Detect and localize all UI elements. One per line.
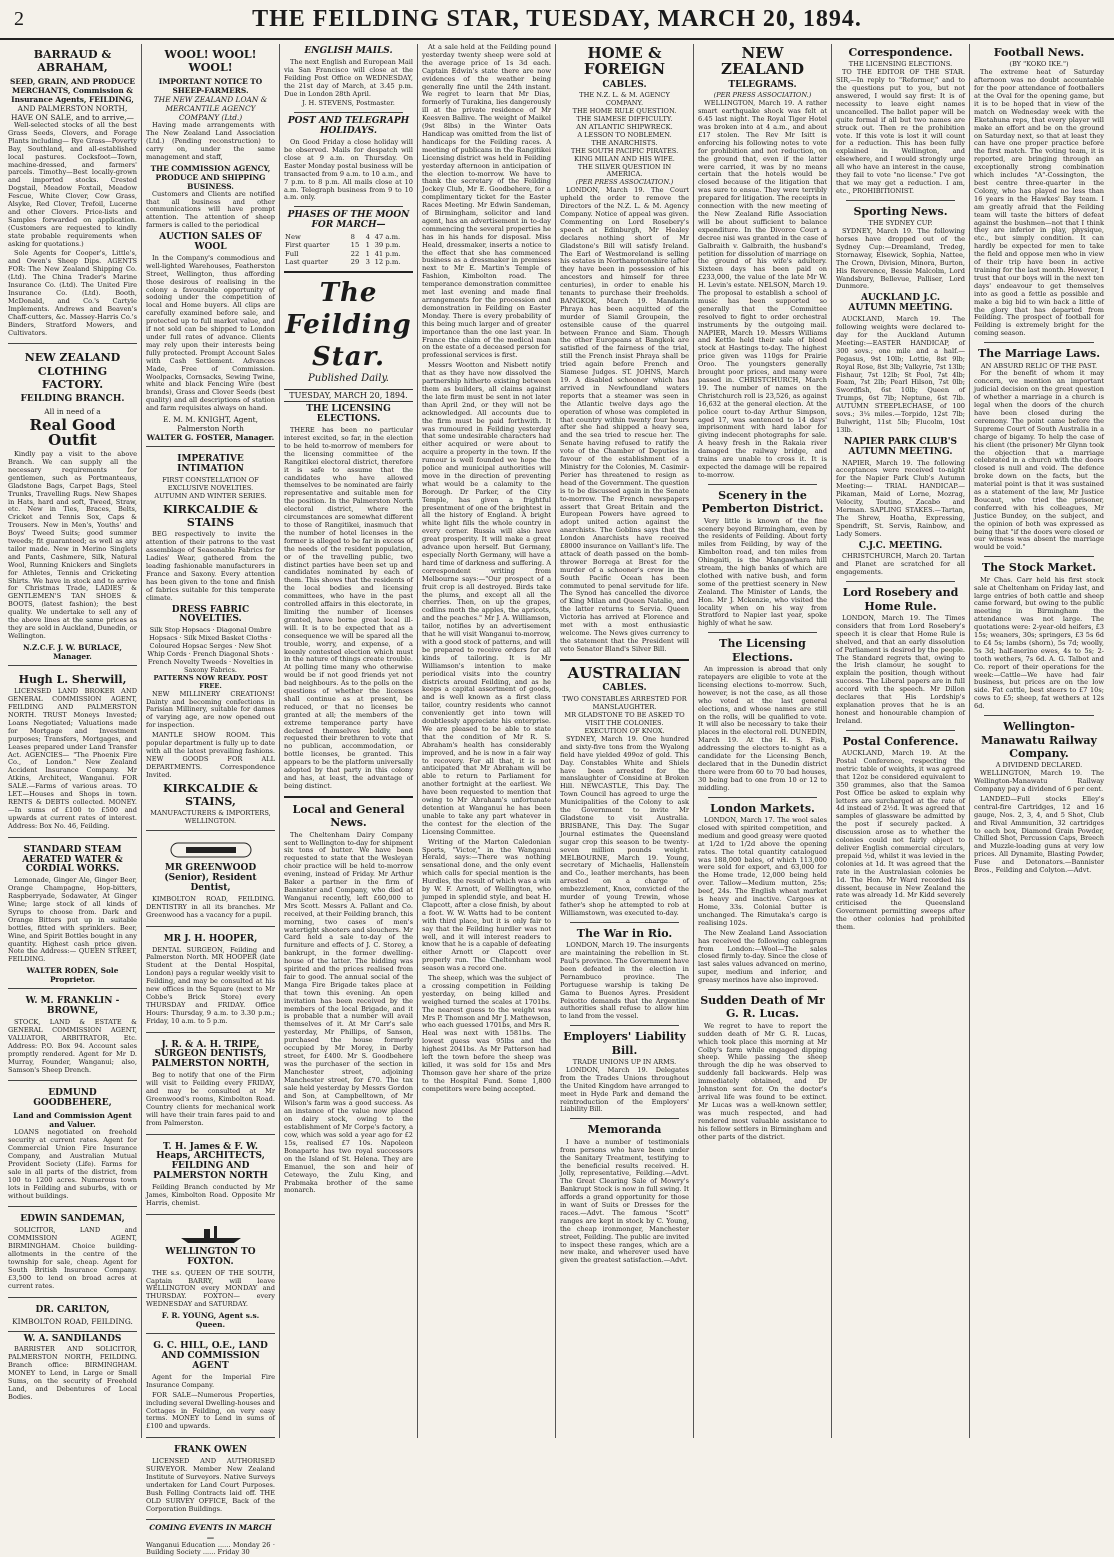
- column-3: [280, 44, 418, 1438]
- aus-item: MR GLADSTONE TO BE ASKED TO VISIT THE COLONIES.: [564, 711, 685, 728]
- football-body: The extreme heat of Saturday afternoon was no doubt accountable for the poor attendance of footballers at the Oval for the opening game, but it is to be hoped that in view of the match on Wednesday week with the Eketahuna reps, that every player will make an effort and be on the ground on Saturday next, so that at least they can have one proper practice before the first match. The voting team, it is reported, are bringing through an exceptionally strong combination which includes "A"-Cossington, the best centre three-quarter in the Colony, who has played no less than 16 years in the Hawkes' Bay team. I am greatly afraid that the Feilding team will taste the bitters of defeat against the bushmen—not that I think they are inferior in play, physique, etc., but simply condition. It can hardly be expected for men to take the field and oppose men who in view of their trip have been in active training for the last month. However, I trust that our boys will in the next ten days' endeavour to get themselves into as good a fettle as possible and make a big bid to win back a little of the glory that has departed from Feilding. The prospect of football for Feilding is extremely bright for the coming season.: [974, 68, 1104, 338]
- hf-item: THE SOUTH PACIFIC PIRATES.: [570, 146, 679, 155]
- column-1: [4, 44, 142, 1438]
- ad-wool-body-2: Customers and Clients are notified that all business and other communications will have prompt attention. The attention of sheep farmers is called to the periodical: [146, 189, 275, 230]
- ad-barraud-body: Well-selected stocks of all the best Grass Seeds, Clovers, and Forage Plants including— Rye Grass—Poverty Bay, Southland, and all-established local pastures. Cocksfoot—Town, machine-dressed, and farmers' parcels. Timothy—Best locally-grown and imported stocks. Crested Dogstail, Meadow Foxtail, Meadow Fescue, White Clover, Cow Grass, Alsyke, Red Clover, Trefoil, Lucerne and other Clovers. Price-lists and Samples forwarded on application. (Customers are requested to kindly state probable requirements when asking for quotations.): [8, 120, 137, 248]
- ad-kirk-mantle: MANTLE SHOW ROOM. This popular department is fully up to date with all the latest prevailing fashions. NEW GOODS FOR ALL DEPARTMENTS. Correspondence Invited.: [146, 731, 275, 779]
- columns: [4, 43, 1110, 1557]
- stock-title: The Stock Market.: [981, 561, 1097, 575]
- napier-title: NAPIER PARK CLUB'S AUTUMN MEETING.: [844, 436, 957, 457]
- mails-sign: J. H. STEVENS, Postmaster.: [302, 99, 395, 108]
- ad-kirk-patterns: PATTERNS NOW READY. POST FREE.: [153, 673, 268, 690]
- correspondence-body: TO THE EDITOR OF THE STAR. SIR,—In reply to "Reformer," and to the questions put to you, but not answered, I would say first: It is of necessity to leave eight names uncancelled. The ballot paper will be quite formal if all but two names are struck out. Then re the prohibition vote. If this vote is lost it will count for a reduction. This has been fully explained in Wellington, and elsewhere, and I would strongly urge all who have an interest in the cause, they fail to vote "no license." I've got that we may get a reduction. I am, etc., PROHIBITIONIST.: [836, 68, 965, 195]
- correspondence-title: Correspondence.: [848, 46, 953, 59]
- marriage-title: The Marriage Laws.: [977, 347, 1101, 361]
- ad-hooper: [146, 930, 275, 1033]
- ad-carlton-title: DR. CARLTON,: [35, 1304, 110, 1315]
- ad-carlton: [8, 1301, 137, 1332]
- football-byline: (BY "KOKO IKE."): [1009, 60, 1069, 69]
- hf-item: KING MILAN AND HIS WIFE.: [574, 154, 675, 163]
- ad-aerated: [8, 841, 137, 990]
- football-title: Football News.: [993, 46, 1085, 59]
- hf-item: THE SIAMESE DIFFICULTY.: [576, 115, 673, 124]
- ad-aerated-title: STANDARD STEAM AERATED WATER & CORDIAL WORKS.: [22, 844, 123, 875]
- ad-sherwill-body: LICENSED LAND BROKER AND GENERAL COMMISSION AGENT, FEILDING AND PALMERSTON NORTH. TRUST Moneys Invested; Loans Negotiated; Valuations made for Mortgage and Investment purposes; Transfers, Mortgages, and Leases prepared under Land Transfer Act. AGENCIES— "The Phoenix Fire Co., of London." New Zealand Accident Insurance Company. Mr Atkins, Architect, Wanganui. FOR SALE.—Farms of various areas. TO LET.—Houses and Shops in town. RENTS & DEBTS collected. MONEY.—In sums of £100 to £500 and upwards at current rates of interest. Address: Box No. 46, Feilding.: [8, 687, 137, 830]
- ad-foxton-body: THE s.s. QUEEN OF THE SOUTH, Captain BARRY, will leave WELLINGTON every MONDAY and THURSDAY. FOXTON— every WEDNESDAY and SATURDAY.: [146, 1268, 275, 1309]
- australian-title: AUSTRALIAN: [567, 663, 682, 682]
- correspondence-sub: THE LICENSING ELECTIONS.: [848, 60, 953, 69]
- hf-item: AN ATLANTIC SHIPWRECK.: [576, 123, 673, 132]
- ad-kirk-sub-2: MANUFACTURERS & IMPORTERS, WELLINGTON.: [150, 809, 271, 826]
- ad-greenwood-title: MR GREENWOOD (Senior), Resident Dentist,: [164, 863, 257, 893]
- ad-clothing-body: Kindly pay a visit to the above Branch. We can supply all the necessary requirements for gentlemen, such as Portmanteaus, Gladstone Bags, Carpet Bags, Steel Trunks, Travelling Rugs. New Shapes in Hats, hard and soft, Tweed, Straw, etc. New in Ties, Braces, Belts, Cricket and Tennis Sox, Caps & Trousers. New in Men's, Youths' and Boys' Tweed Suits; good summer tweeds; fit guaranteed; as well as any tailor made. New in Merino Singlets and Pants, Cashmere, Silk, Natural Wool, Running Knickers and Singlets for Athletes, Tennis and Cricketing Shirts. We have in stock and to arrive for Christmas Trade, LADIES' & GENTLEMEN'S TAN SHOES & BOOTS, (latest fashion); the best quality. We undertake to sell any of the above lines at the same prices as they are sold in Auckland, Dunedin, or Wellington.: [8, 450, 137, 640]
- ad-foxton: [146, 1218, 275, 1334]
- ad-goodbehere: [8, 1084, 137, 1207]
- column-2: [142, 44, 280, 1557]
- hf-item: THE ANARCHISTS.: [591, 138, 658, 147]
- hf-item: THE SILVER QUESTION IN AMERICA.: [577, 162, 672, 179]
- postal-body: AUCKLAND, March 19. At the Postal Conference, respecting the metric table of weights, it was agreed that 12oz be considered equivalent to 350 grammes, also that the Samoa Post Office be asked to explain why letters are surcharged at the rate of 4d instead of 2½d. It was agreed that samples of glassware be admitted by the post if securely packed. A discussion arose as to whether the colonies could not fairly object to deliver English commercial circulars, prepaid ½d, whilst it was levied in the colonies at 1d. It was agreed that the rate in the Australasian colonies be 1d. The Hon. Mr Ward recorded his dissent, because in New Zealand the rate was already 1d. Mr Kidd severely criticised the Queensland Government permitting sweeps after the other colonies had prohibited them.: [836, 749, 965, 932]
- hf-item: THE HOME RULE QUESTION.: [572, 107, 677, 116]
- ad-architects-body: Feilding Branch conducted by Mr James, Kimbolton Road. Opposite Mr Harris, chemist.: [146, 1183, 275, 1207]
- ad-wool-sub: IMPORTANT NOTICE TO SHEEP-FARMERS.: [158, 76, 263, 95]
- ad-wool-body-3: In the Company's commodious and well-lighted Warehouses, Featherston Street, Wellington, thus affording those desirous of realising in the colony a favourable opportunity of sodoing under the competition of local and Home buyers. All clips are carefully examined before sale, and protected up to full market value, and if not sold can be shipped to London under full rates of advance. Clients may rely upon their interests being fully protected. Prompt Account Sales with Cash Settlement. Advances Made, Free of Commission. Woolpacks, Cornsacks, Sewing Twine, white and black Fencing Wire (best brands), Grass and Clover Seeds (best quality) and all descriptions of station and farm requisites always on hand.: [146, 253, 275, 413]
- column-8: [970, 44, 1108, 1438]
- ad-barraud-title: BARRAUD & ABRAHAM,: [33, 48, 112, 75]
- ad-franklin: [8, 992, 137, 1081]
- cjc-title: C.J.C. MEETING.: [858, 540, 943, 551]
- ad-tripe-title: J. R. & A. H. TRIPE, SURGEON DENTISTS, PALMERSTON NORTH,: [151, 1039, 270, 1070]
- coming-events: [146, 1523, 275, 1557]
- ad-aerated-owner: WALTER RODEN, Sole Proprietor.: [26, 966, 119, 985]
- moon-row: Last quarter 29 3 12 p.m.: [285, 257, 401, 266]
- ad-franklin-body: STOCK, LAND & ESTATE & GENERAL COMMISSION AGENT, VALUATOR, ARBITRATOR, Etc. Address: P.O. Box 94. Account sales promptly rendered. Agent for Mr D. Murray, Founder, Wanganui; also, Samson's Sheep Drench.: [8, 1018, 137, 1074]
- war-title: The War in Rio.: [576, 926, 673, 940]
- ad-sherwill-title: Hugh L. Sherwill,: [18, 672, 127, 686]
- ad-kirk-autumn: AUTUMN AND WINTER SERIES.: [154, 491, 267, 500]
- ad-barraud-subtitle-2: AND PALMERSTON NORTH, HAVE ON SALE, and to arrive,—: [11, 103, 134, 122]
- newspaper-flag-sub: Published Daily.: [308, 373, 389, 385]
- memoranda-body: I have a number of testimonials from persons who have been under the Sanitary Treatment, testifying to the beneficial results received. H. Jolly, representative, Feilding.—Advt. The Great Clearing Sale of Mowry's Bankrupt Stock is now in full swing. It affords a grand opportunity for those in want of Suits or Dresses for the races.—Advt. The famous "Scott" ranges are kept in stock by C. Young, the cheap ironmonger, Manchester street, Feilding. The public are invited to inspect these ranges, which are a new make, and wherever used have given the greatest satisfaction.—Advt.: [560, 1137, 689, 1265]
- ad-wool-agency: THE COMMISSION AGENCY, PRODUCE AND SHIPPING BUSINESS.: [150, 163, 271, 191]
- ad-wool-manager: WALTER G. FOSTER, Manager.: [146, 433, 275, 443]
- coming-events-title: COMING EVENTS IN MARCH—: [149, 1523, 272, 1542]
- ad-architects-title: T. H. James & F. W. Heaps, ARCHITECTS, FEILDING AND PALMERSTON NORTH: [153, 1141, 268, 1182]
- ad-barraud: [8, 44, 137, 344]
- ad-goodbehere-body: LOANS negotiated on freehold security at current rates. Agent for Commercial Union Fire Insurance Company, and Australian Mutual Provident Society (Life). Farms for sale in all parts of the district, from 100 to 1200 acres. Numerous town lots in Feilding and suburbs, with or without buildings.: [8, 1128, 137, 1200]
- lucas-body: We regret to have to report the sudden death of Mr G. R. Lucas, which took place this morning at Mr Colby's farm while engaged dipping sheep. While passing the sheep through the dip he was observed to suddenly fall backwards. Help was immediately obtained, and Dr Johnston sent for. On the doctor's arrival life was found to be extinct. Mr Lucas was a well-known settler, was much respected, and had rendered most valuable assistance to his fellow settlers in Birmingham and other parts of the district.: [698, 1021, 827, 1141]
- mails-title: ENGLISH MAILS.: [304, 46, 393, 56]
- ad-tripe: [146, 1036, 275, 1135]
- ad-kirk-imperative: IMPERATIVE INTIMATION: [177, 454, 244, 475]
- london-markets-body: LONDON, March 17. The wool sales closed with spirited competition, and medium and good greasy were quoted at 1/2d to 1/2d above the opening rates. The total quantity catalogued was 188,000 bales, of which 113,000 were sold for export, and 63,000 for the Home trade, 12,000 being held over. Tallow—Medium mutton, 25s; beef, 24s. The English wheat market is heavy and inactive. Cargoes at Home, 33s. Colonial butter is unchanged. The Rimutaka's cargo is realising 102s.: [698, 816, 827, 927]
- employers-body: LONDON, March 19. Delegates from the Trades Unions throughout the United Kingdom have arranged to meet in Hyde Park and demand the reintroduction of the Employers' Liability Bill.: [560, 1065, 689, 1114]
- ad-franklin-title: W. M. FRANKLIN - BROWNE,: [25, 996, 120, 1017]
- masthead: [0, 0, 1114, 40]
- local-news-cont-3: Writing of the Marton Caledonian Sports, "Victor," in the Wanganui Herald, says:—There was nothing sensational done, and the only event which calls for special mention is the Hurdles, the result of which was a win by W. F. Arnott, of Wellington, who jumped in splendid style, and beat H. Clapcott, after a close finish, by about a foot. W. W. Watts had to be content with third place, but it is only fair to say that the Feilding hurdler was not well, and it will interest readers to know that he is a capable of defeating either Arnott or Clapcott over properly run. The Cheltenham wool season was a record one.: [422, 837, 552, 973]
- napier-body: NAPIER, March 19. The following acceptances were received to-night for the Napier Park Club's Autumn Meeting:— TRIAL HANDICAP.—Pikaman, Maid of Lorne, Mozrag, Velocity, Toutino, Zacabo and Merman. SAPLING STAKES.—Tartan, The Shrew, Hoatha, Expressing, Spendrift, St. Servis, Rainbow, and Lady Somers.: [836, 458, 965, 538]
- ad-aerated-body: Lemonade, Ginger Ale, Ginger Beer, Orange Champagne, Hop-bitters, Raspberryade, Sodawater, At Ginger Wine; large stock of all kinds of Syrups to choose from. Dark and Orange Bitters put up in suitable bottles, fitted with sprinklers. Beer, Wine, and Spirit Bottles bought in any quantity. Highest cash price given. Note the Address:— QUEEN STREET, FEILDING.: [8, 876, 137, 964]
- australian-sub: CABLES.: [602, 683, 647, 694]
- railway-title: Wellington-Manawatu Railway Company.: [981, 720, 1097, 760]
- scenery-title: Scenery in the Pemberton District.: [701, 488, 824, 516]
- ad-clothing-sign: N.Z.C.F. J. W. BURLACE, Manager.: [23, 642, 122, 661]
- ad-goodbehere-sub: Land and Commission Agent and Valuer.: [13, 1111, 132, 1130]
- page-number: 2: [14, 7, 24, 30]
- sporting-sub: THE SYDNEY CUP.: [868, 219, 933, 228]
- nz-telegrams-title: NEW ZEALAND: [721, 44, 804, 78]
- ad-clothing-outfit: Real Good Outfit: [29, 415, 116, 450]
- employers-title: Employers' Liability Bill.: [563, 1030, 686, 1057]
- ad-wool-company: THE NEW ZEALAND LOAN & MERCANTILE AGENCY COMPANY (Ltd.): [153, 94, 268, 122]
- railway-body: WELLINGTON, March 19. The Wellington-Manawatu Railway Company pay a dividend of 6 per cent.: [974, 769, 1104, 794]
- local-news-cont-4: The sheep, which was the subject of a crossing competition in Feilding yesterday, on being killed and weighed turned the scales at 1701bs. The nearest guess to the weight was Mrs P. Thomson and Mr J. Mathewson, who each guessed 1701bs, and Mrs R. Heal was next with 1581bs. The lowest guess was 95lbs and the highest 2041bs. As Mr Patterson had left the town before the sheep was killed, it was sold for 15s and Mrs Thomson gave her share of the prize to the Hospital Fund. Some 1,800 competitors were being accepted.: [422, 974, 551, 1093]
- war-body: LONDON, March 19. The insurgents are maintaining the rebellion in St. Paul's province. The Government have been defeated in the election in Pernambuco province. The Portuguese warship is taking De Gama to Buenos Ayres. President Peixotto demands that the Argentine authorities shall refuse to allow him to land from the vessel.: [560, 941, 689, 1021]
- ad-sandilands-body: BARRISTER AND SOLICITOR, PALMERSTON NORTH, FEILDING. Branch office: BIRMINGHAM. MONEY to Lend, in Large or Small Sums, on the security of Freehold Land, and Debentures of Local Bodies.: [8, 1345, 137, 1401]
- ad-owen-body: LICENSED AND AUTHORISED SURVEYOR. Member New Zealand Institute of Surveyors. Native Surveys undertaken for Land Court Purposes. Bush Felling Contracts laid off. THE OLD SURVEY OFFICE, Back of the Corporation Buildings.: [146, 1457, 275, 1513]
- ad-wool-auction: AUCTION SALES OF WOOL: [159, 232, 262, 253]
- column-6: [694, 44, 832, 1438]
- moon-table: [284, 233, 413, 266]
- ad-wool-title: WOOL! WOOL! WOOL!: [164, 48, 257, 75]
- home-foreign-body: LONDON, March 19. The Court upheld the order to remove the Directors of the N.Z. L. & M. Agency Company. Notice of appeal was given. Commenting on Lord Rosebery's speech at Edinburgh, Mr Healey declares nothing short of Mr Gladstone's Bill will satisfy Ireland. The Earl of Westmoreland is selling his estates in Northamptonshire (after they have been in possession of his ancestors and himself for three centuries), in order to enable his tenants to purchase their freeholds. BANGKOK, March 19. Mandarin Phraya has been acquitted of the murder of Siamil Groupein, the ostensible cause of the quarrel between France and Siam. Though the other Europeans at Bangkok are satisfied of the fairness of the trial, still the French insist Phraya shall be tried again before French and Siamese Judges. ST. JOHNS, March 19. A disabled schooner which has arrived in Newfoundland waters reports that a steamer was seen in the Atlantic twelve days ago the operation of whose was completed in that country within twenty four hours after she had shipped a heavy sea, and the sea tried to rescue her. The Senate having refused to ratify the vote of the Chamber of Deputies in favour of the establishment of a Ministry for the Colonies, M. Casimir-Perier has threatened to resign as head of the Government. The question is to be discussed again in the Senate to-morrow. The French newspapers assert that Great Britain and the European Powers have agreed to adopt united action against the anarchists. The Goblins says that the London Anarchists have received £8000 insurance on Vaillant's life. The attack of death passed on the bomb-thrower Borrega at Brest for the murder of a schooner's crew in the South Pacific Ocean has been commuted to penal servitude for life. The Synod has cancelled the divorce of King Milan and Queen Natalie, and the latter returns to Servia. Queen Victoria has arrived at Florence and met with a most enthusiastic welcome. The News gives currency to the statement that the President will veto Senator Bland's Silver Bill.: [560, 186, 689, 653]
- ad-clothing-title: NEW ZEALAND CLOTHING FACTORY.: [24, 351, 121, 392]
- issue-date: TUESDAY, MARCH 20, 1894.: [284, 389, 413, 403]
- rosebery-title: Lord Rosebery and Home Rule.: [842, 586, 959, 613]
- ad-greenwood-body: KIMBOLTON ROAD, FEILDING. DENTISTRY in all its branches. Mr Greenwood has a vacancy for a pupil.: [146, 894, 275, 919]
- ad-tripe-body: Beg to notify that one of the Firm will visit to Feilding every FRIDAY, and may be consulted at Mr Greenwood's rooms, Kimbolton Road. Country clients for mechanical work will have their train fares paid to and from Palmerston.: [146, 1071, 275, 1127]
- home-foreign-title: HOME & FOREIGN: [583, 44, 666, 78]
- local-news-cont-2: Messrs Wootton and Nisbett notify that as they have now dissolved the partnership hitherto existing between them as builders, all claims against the late firm must be sent in not later than April 2nd, or they will not be acknowledged. All accounts due to the firm must be paid forthwith. It was rumoured in Feilding yesterday that some undesirable characters had either acquired or were about to acquire a property in the town. If the rumour is well founded we hope the police and municipal authorities will move in the direction of preventing what would be a calamity to the Borough. Dr Parker, of the City Temple, has given a frightful presentment of one of the brightest in all the history of England. A bright white light fills the whole country in every corner. Russia will also have great prosperity. It will make a great advance upon herself. But Germany, especially North Germany, will have a hard time of darkness and suffering. A correspondent writing from Melbourne says:—"Our prospect of a fruit crop is all destroyed. Birds take the plums, and except all all the cherries. Then, on up the grapes, codlins moth the apples, the apricots, and the peaches." Mr J. A. Williamson, tailor, notifies by an advertisement that he will visit Wanganui to-morrow, with a good stock of patterns, and will be prepared to receive orders for all kinds of tailoring. It is Mr Williamson's intention to make periodical visits into the country districts around Feilding, and as he keeps a capital assortment of goods, and is well known as a first class tailor, country residents who cannot conveniently get into town will doubtlessly appreciate his enterprise. We are pleased to be able to state that the condition of Mr R. S. Abraham's health has considerably improved, and he is now in a fair way to recovery. For all that, it is not anticipated that Mr Abraham will be able to return to Parliament for another fortnight at the earliest. We have been requested to mention that owing to Mr Abraham's unfortunate detention at Wanganui he has been unable to take any part whatever in the contest for the election of the Licensing Committee.: [422, 361, 551, 836]
- ad-kirk-millinery: NEW MILLINERY CREATIONS! Dainty and becoming confections in Parisian Millinery, suitable for dames of varying age, are now opened out for inspection.: [146, 689, 275, 730]
- newspaper-title: THE FEILDING STAR, TUESDAY, MARCH 20, 1894.: [252, 5, 862, 32]
- moon-row: First quarter 15 1 39 p.m.: [285, 241, 401, 250]
- column-5: [556, 44, 694, 1438]
- stock-body: Mr Chas. Carr held his first stock sale at Cheltenham on Friday last, and large entries of both cattle and sheep came forward, but owing to the public meeting in Birmingham the attendance was not large. The quotations were: 2-year-old heifers, £3 15s; weaners, 30s; springers, £3 5s 6d to £4 5s; lambs (shorn), 5s 7d; woolly, 5s 3d; half-merino ewes, 4s to 5s; 2-tooth wethers, 7s 6d. A. G. Talbot and Co. report of their operations for the week:—Cattle—We have had fair business, but prices are on the low side. Fat cattle, best steers to £7 10s; cows to £5; sheep, fat wethers at 12s 6d.: [974, 575, 1104, 711]
- hf-item: A LESSON TO NOBLEMEN.: [577, 130, 672, 139]
- ad-wool: [146, 44, 275, 447]
- ad-owen-title: FRANK OWEN: [173, 1445, 248, 1456]
- employers-sub: TRADE UNIONS UP IN ARMS.: [572, 1058, 677, 1067]
- ad-kirk-first: FIRST CONSTELLATION OF EXCLUSIVE NOVELTIES.: [162, 475, 259, 492]
- local-news-body: The Cheltenham Dairy Company sent to Wellington to-day for shipment six tons of butter. We have been requested to state that the Wesleyan choir practice will be held to-morrow evening, instead of Friday. Mr Arthur Baker a partner in the firm of Bannister and Company, who died at Wanganui recently, left £60,000 to Mrs Scott. Messrs A. Pallant and Co. received, at their Feilding branch, this morning, two cases of men's watertight shooters and slouchers. Mr Card held a sale to-day of the furniture and effects of J. C. Storey, a bankrupt, in the former dwelling-house of the latter. The bidding was spirited and the prices realised from fair to good. The annual social of the Manga Fire Brigade takes place at that town this evening. An open invitation has been received by the members of the local Brigade, and it is probable that a number will avail themselves of it. At Mr Carr's sale yesterday, Mr Phillips, of Sanson, purchased the house formerly occupied by Mr Morey, in Derby street, for £400. Mr S. Goodbehere was the purchaser of the section in Manchester street, adjoining Manchester street, for £70. The tax sale held yesterday by Messrs Gordon and Son, at Campbelltown, of Mr Wilson's farm was a good success. As an instance of the value now placed on dairy stock, owing to the establishment of Mr Corpe's factory, a cow, which was sold a year ago for £2 15s, realised £7 10s. Napoleon Bonaparte has two royal successors on the Island of St. Helena. They are Emanuel, the son and heir of Cetewayo, the Zulu King, and Prabmaka brother of the same monarch.: [284, 830, 413, 1195]
- column-7: [832, 44, 970, 1438]
- local-news-title: Local and General News.: [292, 802, 405, 830]
- sporting-title: Sporting News.: [853, 204, 948, 218]
- ad-carlton-body: KIMBOLTON ROAD, FEILDING.: [12, 1317, 133, 1327]
- licensing-body: An impression is abroad that only ratepayers are eligible to vote at the licensing elections to-morrow. Such, however, is not the case, as all those who voted at the last general elections, and whose names are still on the rolls, will be qualified to vote. It will also be necessary to take their places in the electoral roll. DUNEDIN, March 19. At the H. S. Fish, addressing the electors to-night as a candidate for the Licensing Bench, declared that in the Dunedin district there were from 60 to 70 bad houses, 30 being bad to one from 10 or 12 to middling.: [698, 665, 827, 792]
- ad-hill-title: G. C. HILL, O.E., LAND AND COMMISSION AGENT: [153, 1341, 268, 1372]
- editorial-title: THE LICENSING ELECTIONS.: [306, 404, 391, 425]
- ad-hill-sale: FOR SALE—Numerous Properties, including several Dwelling-houses and Cottages in Feilding, on very easy terms. MONEY to Lend in sums of £100 and upwards.: [146, 1390, 275, 1431]
- local-news-cont-1: At a sale held at the Feilding pound yesterday twenty sheep were sold at the average price of 1s 3d each. Captain Edwin's state there are now evidences of the weather being generally fine until the 24th instant. We regret to learn that Mr Dias, formerly of Turakina, lies dangerously ill at the private residence of Mr Keesven Ballive. The weight of Maikel (9st 8lbs) in the Winter Oats Handicap was omitted from the list of handicaps for the Feilding races. A meeting of publicans in the Rangitikei Licensing district was held in Feilding yesterday afternoon in anticipation of the election to-morrow. We have to thank the secretary of the Feilding Jockey Club, Mr E. Goodbehere, for a complimentary ticket for the Easter Races Meeting. Mr Edwin Sandeman, of Birmingham, solicitor and land agent, has an advertisement in to-day commencing the several properties he has in his hands for disposal. Miss Heald, dressmaker, inserts a notice to the effect that she has commenced business as a dressmaker in premises next to Mr E. Martin's Temple of Fashion, Kimbolton road. The temperance demonstration committee met last evening and made final arrangements for the procession and demonstration in Feilding on Easter Monday. There is every probability of this being much larger and of greater importance than the one last year. In France the claim of the medical man on the estate of a deceased person for professional services is first.: [422, 43, 551, 360]
- ad-barraud-subtitle: SEED, GRAIN, AND PRODUCE MERCHANTS, Commission & Insurance Agents, FEILDING,: [10, 76, 135, 104]
- ad-kirkcaldie: [146, 450, 275, 831]
- ad-goodbehere-title: EDMUND GOODBEHERE,: [33, 1088, 112, 1109]
- aus-item: TWO CONSTABLES ARRESTED FOR MANSLAUGHTER.: [562, 695, 687, 712]
- hf-item: THE N.Z. L. & M. AGENCY COMPANY.: [579, 91, 670, 108]
- moon-row: New 8 4 47 a.m.: [285, 233, 401, 242]
- ad-clothing-lead: All in need of a: [44, 406, 101, 416]
- ad-kirk-body: BEG respectively to invite the attention of their patrons to the vast assemblage of Seasonable Fabrics for Ladies' Wear, gathered from the leading fashionable manufacturers in France and Saxony. Every attention has been given to the tone and finish of fabrics suitable for this temperate climate.: [146, 530, 275, 602]
- ad-barraud-agents: Sole Agents for Cooper's, Little's, and Owen's Sheep Dips. AGENTS FOR: The New Zealand Shipping Co. (Ltd). The China Trader's Marine Insurance Co. (Ltd). The United Fire Insurance Co. (Ltd). Booth, McDonald, and Co.'s Cartyle Implements. Andrews and Beaven's Chaff-cutters, &c. Massey-Harris Co.'s Binders, Stratford Mowers, and Cultivators.: [8, 249, 137, 337]
- ad-kirk-title: KIRKCALDIE & STAINS: [163, 502, 258, 530]
- lucas-title: Sudden Death of Mr G. R. Lucas.: [700, 994, 825, 1021]
- ad-kirk-dress: DRESS FABRIC NOVELTIES.: [171, 604, 250, 625]
- ad-wool-body-1: Having made arrangements with The New Zealand Land Association (Ltd.) (Pending reconstruction) to carry on, under the same management and staff,: [146, 120, 275, 161]
- sporting-body: SYDNEY, March 19. The following horses have dropped out of the Sydney Cup:—Dreamland, Tredeg, Stornaway, Elsewick, Sophia, Nattee, The Crown, Division, Minora, Burton, His Reverence, Bessie Malcolm, Lord Wandsbury, Bellevue, Palliser, Lord Dunmore.: [836, 227, 965, 291]
- ad-architects: [146, 1138, 275, 1215]
- cjc-body: CHRISTCHURCH, March 20. Tartan and Planet are scratched for all engagements.: [836, 552, 965, 577]
- ad-sandilands-title: W. A. SANDILANDS: [23, 1333, 122, 1344]
- newspaper-flag: The Feilding Star.: [285, 278, 412, 372]
- home-foreign-sub: CABLES.: [602, 79, 647, 90]
- ad-foxton-agent: F. R. YOUNG, Agent s.s. Queen.: [161, 1311, 260, 1330]
- moon-row: Full 22 1 41 p.m.: [285, 249, 401, 258]
- london-markets-cable: The New Zealand Land Association has received the following cablegram from London:—Wool—The sales closed firmly to-day. Since the close of last sales values advanced on merino, super, medium and inferior, and greasy merinos have also improved.: [698, 928, 827, 985]
- nz-telegrams-body: WELLINGTON, March 19. A rather smart earthquake shock was felt at 6.45 last night. The Royal Tiger Hotel was broken into at 4 a.m., and about £17 stolen. The Rev Mr Isitt is enforcing his following notes to vote for prohibition and not reduction, on the ground that, even if the latter were carried, it was by no means certain that the hotels would be closed because of the litigation that was sure to ensue. They were terribly prepared for litigation. The receipts in connection with the new meeting of the New Zealand Rifle Association will be about sufficient to balance expenditure. In the Divorce Court a decree nisi was granted in the case of Galbraith v. Galbraith, the husband's petition for dissolution of marriage on the ground of his wife's adultery. Sixteen days has been paid on £233,000, the value of the late Mr W. H. Levin's estate. NELSON, March 19. The proposal to establish a school of music has been supported so generally that the Committee resolved to fight to order orchestral instruments by the outgoing mail. NAPIER, March 19. Messrs Williams and Kettle held their sale of blood stock at Hastings to-day. The highest price given was 110gs for Prairie Oroo. The youngsters generally brought poor prices, and many were passed in. CHRISTCHURCH, March 19. The number of names on the Christchurch roll is 23,526, as against 16,632 at the general election. At the police court to-day Arthur Simpson, aged 17, was sentenced to 14 days' imprisonment with hard labor for giving indecent photographs for sale. A heavy fresh in the Rakaia river damaged the railway bridge, and trains are unable to cross it. It is expected the damage will be repaired to-morrow.: [698, 99, 827, 479]
- hf-assoc: (PER PRESS ASSOCIATION.): [575, 178, 674, 187]
- editorial-body: THERE has been no particular interest excited, so far, in the election to be held to-morrow of members for the licensing committee of the Rangitikei electoral district, therefore it is safe to assume that the candidates who have allowed themselves to be nominated are fairly representative and suitable men for the position. In the Palmerston North electoral district, where the circumstances are somewhat different to those of Rangitikei, inasmuch that the number of hotel licenses in the former is alleged to be far in excess of the needs of the resident population, or of the travelling public, two distinct parties have been set up and candidates nominated by each of them. This shows that the residents of the local bodies and licensing committees, who have in the past controlled affairs in this electorate, in limiting the number of licenses granted, have borne great local ill-will. It is to be expected that as a consequence we will be spared all the trouble, worry, and expense, of a keenly contested election which must in the nature of things create trouble. At polling time many who otherwise would be if not good friends yet not bad neighbours. As to the polls on the questions of whether the licenses shall continue as at present, be reduced, or that no licenses be granted at all; the members of the extreme temperance party have declared themselves boldly, and requested their brethren to vote that no publican, accommodation, or bottle licenses, be granted. This appears to be the platform universally adopted by that party in this colony and has, at least, the advantage of being distinct.: [284, 426, 413, 790]
- ad-hill: [146, 1337, 275, 1438]
- ad-clothing: [8, 347, 137, 665]
- marriage-sub: AN ABSURD RELIC OF THE PAST.: [980, 361, 1098, 370]
- ad-hill-body: Agent for the Imperial Fire Insurance Company.: [146, 1372, 275, 1389]
- auckland-jc-body: AUCKLAND, March 19. The following weights were declared to-day for the Auckland Autumn Meeting:—EASTER HANDICAP, of 300 sovs.; one mile and a half.—Pegasus, 9st 10lb; Lottie, 8st 9lb; Royal Rose, 8st 3lb; Valkyrie, 7st 13lb; Fishaur, 7st 12lb; St Pool, 7st 4lb; Foam, 7st 2lb; Pearl Hilson, 7st 0lb; Swordfish, 6st 10lb; Queen of Trumps, 6st 7lb; Neptune, 6st 7lb. AUTUMN STEEPLECHASE, of 100 sovs.; 3¼ miles.—Torpido, 12st 7lb; Bulwright, 11st 5lb; Flucolm, 10st 13lb.: [836, 315, 965, 434]
- ad-wool-signed: E. M. M. KNIGHT, Agent, Palmerston North: [163, 415, 258, 434]
- ad-clothing-branch: FEILDING BRANCH.: [20, 393, 125, 404]
- mails-body: The next English and European Mail via San Francisco will close at the Feilding Post Office on WEDNESDAY, the 21st day of March, at 3.45 p.m. Due in London 28th April.: [284, 57, 413, 98]
- steamship-icon: [146, 1223, 275, 1245]
- ad-sandeman-title: EDWIN SANDEMAN,: [20, 1214, 125, 1225]
- ad-foxton-title: WELLINGTON TO FOXTON.: [165, 1246, 256, 1267]
- auckland-jc-title: AUCKLAND J.C. AUTUMN MEETING.: [848, 293, 953, 314]
- licensing-title: The Licensing Elections.: [719, 637, 806, 664]
- ad-kirk-dress-list: Silk Stop Hopsacs · Diagonal Ombre Hopsacs · Silk Mixed Basket Cloths · Coloured Hopsac Serges · New Shot Whip Cords · French Diagonal Shots · French Novelty Tweeds · Novelties in Saxony Fabrics.: [147, 626, 274, 674]
- holidays-body: On Good Friday a close holiday will be observed. Mails for despatch will close at 9 a.m. on Thursday. On Easter Monday postal business will be transacted from 9 a.m. to 10 a.m., and 7 p.m. to 8 p.m. All mails close at 10 a.m. Telegraph business from 9 to 10 a.m. only.: [284, 138, 413, 202]
- engraving-icon: [146, 839, 275, 861]
- marriage-body: For the benefit of whom it may concern, we mention an important judicial decision on the great question of whether a marriage in a church is legal when the doors of the church have been closed during the ceremony. The point came before the Supreme Court of South Australia in a charge of bigamy. To help the case of his client (the prisoner) Mr Glynn took the objection that a marriage celebrated in a church with the doors closed is null and void. The defence broke down on the facts, but the material point is that it was sustained as a statement of the law, Mr Justice Boucaut, who tried the prisoner, conferred with his colleagues, Mr Justice Bundey, on the subject, and the opinion of both was expressed as being that "if the doors were closed or our witness was absent the marriage would be void.": [974, 369, 1104, 552]
- ad-sherwill: [8, 669, 137, 838]
- column-4: [418, 44, 556, 1438]
- london-markets-title: London Markets.: [710, 801, 815, 815]
- aus-item: EXECUTION OF KNOX.: [584, 727, 665, 735]
- rosebery-body: LONDON, March 19. The Times considers that from Lord Rosebery's speech it is clear that Home Rule is shelved, and that an early dissolution of Parliament is desired by the people. The Standard regrets that, owing to the Irish clamour, he sought to explain the position, though without success. The Liberal papers are in full accord with the speech. Mr Dillon declares that His Lordship's explanation proves that he is an honest and honourable champion of Ireland.: [836, 614, 965, 725]
- memoranda-title: Memoranda: [587, 1123, 662, 1137]
- railway-sub: A DIVIDEND DECLARED.: [995, 761, 1083, 770]
- ad-hooper-body: DENTAL SURGEON, Feilding and Palmerston North. MR HOOPER (late Student at the Dental Hospital, London) pays a regular weekly visit to Feilding, and may be consulted at his new offices in the Square (next to Mr Cobbe's Brick Store) every THURSDAY and FRIDAY. Office Hours: Thursday, 9 a.m. to 3.30 p.m.; Friday, 10 a.m. to 5 p.m.: [146, 945, 275, 1025]
- nz-assoc: (PER PRESS ASSOCIATION.): [713, 91, 812, 100]
- cartridges-advt: LANDED—Full stocks Elley's central-fire Cartridges, 12 and 16 gauge, Nos. 2, 3, 4, and 5 Shot, Club and Rival Ammunition, 32 cartridges to each box, Diamond Grain Powder, Chilled Shot, Percussion Caps, Breech and Muzzle-loading guns at very low prices. All Dynamite, Blasting Powder, Fuse and Detonators.—Bannister Bros., Feilding and Colyton.—Advt.: [974, 794, 1104, 875]
- ad-greenwood: [146, 834, 275, 926]
- ad-sandeman: [8, 1210, 137, 1297]
- ad-sandilands: [8, 1335, 137, 1402]
- coming-events-list: Wanganui Education ...... Monday 26 · Building Society ...... Friday 30: [146, 1540, 275, 1557]
- nz-telegrams-sub: TELEGRAMS.: [728, 79, 797, 90]
- holidays-title: POST AND TELEGRAPH HOLIDAYS.: [287, 116, 410, 137]
- ad-owen: [146, 1441, 275, 1520]
- ad-kirk-title-2: KIRKCALDIE & STAINS,: [163, 781, 258, 808]
- ad-hooper-title: MR J. H. HOOPER,: [163, 933, 258, 944]
- australian-body: SYDNEY, March 19. One hundred and sixty-five tons from the Wyalong field have yielded 499oz of gold. This Day. Constables White and Shiels have been arrested for the manslaughter of Considine at Broken Hill. NEWCASTLE, This Day. The Town Council has agreed to urge the Municipalities of the Colony to ask the Government to invite Mr Gladstone to visit Australia. BRISBANE, This Day. The Sugar Journal estimates the Queensland sugar crop this season to be twenty-seven million pounds weight. MELBOURNE, March 19. Young, secretary of Michaelis, Hallenstein and Co., leather merchants, has been arrested on a charge of embezzlement, Knox, convicted of the murder of young Trewin, whose father's shop he attempted to rob at Williamstown, was executed to-day.: [560, 734, 689, 917]
- ad-sandeman-body: SOLICITOR, LAND and COMMISSION AGENT, BIRMINGHAM. Choice building-allotments in the centre of the township for sale, cheap. Agent for South British Insurance Company. £3,500 to lend on broad acres at current rates.: [8, 1226, 137, 1290]
- scenery-body: Very little is known of the fine scenery beyond Birmingham, even by the residents of Feilding. About forty miles from Feilding, by way of the Kimbolton road, and ten miles from Ohingaiti, is the Mangawhara hill stream, the high banks of which are clothed with native bush, and form some of the prettiest scenery in New Zealand. The Minister of Lands, the Hon. Mr J. Mckenzie, who visited the locality when on his way from Stratford to Napier last year, spoke highly of what he saw.: [698, 516, 827, 628]
- postal-title: Postal Conference.: [842, 734, 959, 748]
- moon-title: PHASES OF THE MOON FOR MARCH—: [287, 210, 410, 231]
